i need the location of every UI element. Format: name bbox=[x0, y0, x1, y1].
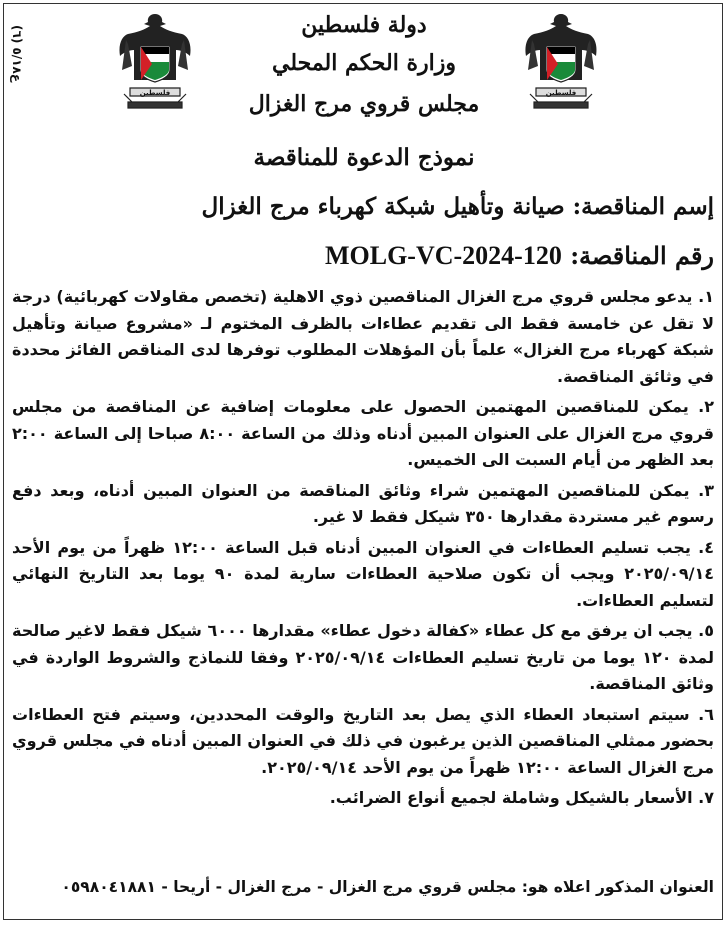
header-council: مجلس قروي مرج الغزال bbox=[248, 91, 480, 117]
header-state: دولة فلسطين bbox=[301, 12, 427, 38]
scroll-icon bbox=[124, 88, 186, 108]
tender-name: إسم المناقصة: صيانة وتأهيل شبكة كهرباء مرج الغزال bbox=[201, 193, 714, 220]
document-title: نموذج الدعوة للمناقصة bbox=[253, 144, 475, 171]
list-item: ٧. الأسعار بالشيكل وشاملة لجميع أنواع الضرائب. bbox=[329, 788, 714, 807]
tender-number-line bbox=[325, 241, 714, 271]
tender-number-label: رقم المناقصة: bbox=[570, 241, 714, 270]
list-item: ٥. يجب ان يرفق مع كل عطاء «كفالة دخول عطاء» مقدارها ٦٠٠٠ شيكل فقط لاغير صالحة لمدة ١٢٠ يوما من تاريخ تسليم العطاءات ٢٠٢٥/٠٩/١٤ وفقا للنماذج والشروط الواردة في وثائق المناقصة. bbox=[12, 621, 715, 693]
header-ministry: وزارة الحكم المحلي bbox=[272, 50, 456, 76]
council-address: العنوان المذكور اعلاه هو: مجلس قروي مرج الغزال - مرج الغزال - أريحا - ٠٥٩٨٠٤١٨٨١ bbox=[61, 878, 714, 896]
palestine-emblem-icon bbox=[520, 10, 602, 114]
list-item: ٢. يمكن للمناقصين المهتمين الحصول على معلومات إضافية عن المناقصة من مجلس قروي مرج الغزال على العنوان المبين أدناه وذلك من الساعة ٨:٠٠ صباحا إلى الساعة ٢:٠٠ بعد الظهر من أيام السبت الى الخميس. bbox=[12, 397, 714, 469]
tender-number: MOLG-VC-2024-120 bbox=[324, 241, 562, 270]
emblem-caption: فلسطين bbox=[139, 89, 171, 97]
list-item: ٣. يمكن للمناقصين المهتمين شراء وثائق المناقصة من العنوان المبين أدناه، وبعد دفع رسوم غير مستردة مقدارها ٣٥٠ شيكل فقط لا غير. bbox=[12, 480, 714, 526]
shield-flag-icon bbox=[546, 46, 576, 82]
list-item: ١. يدعو مجلس قروي مرج الغزال المناقصين ذوي الاهلية (تخصص مقاولات كهربائية) درجة لا تقل عن خامسة فقط الى تقديم عطاءات بالظرف المختوم لـ «مشروع صيانة وتأهيل شبكة كهرباء مرج الغزال» علماً بأن المؤهلات المطلوب توفرها لدى المناقص الفائز محددة في وثائق المناقصة. bbox=[12, 287, 714, 386]
scroll-icon bbox=[530, 88, 592, 108]
shield-flag-icon bbox=[140, 46, 170, 82]
list-item: ٤. يجب تسليم العطاءات في العنوان المبين أدناه قبل الساعة ١٢:٠٠ ظهراً من يوم الأحد ٢٠٢٥/٠٩/١٤ ويجب أن تكون صلاحية العطاءات سارية لمدة ٩٠ يوما بعد التاريخ النهائي لتسليم العطاءات. bbox=[12, 537, 714, 610]
palestine-emblem-icon bbox=[114, 10, 196, 114]
emblem-caption: فلسطين bbox=[545, 89, 577, 97]
list-item: ٦. سيتم استبعاد العطاء الذي يصل بعد التاريخ والوقت المحددين، وسيتم فتح العطاءات بحضور ممثلي المناقصين الذين يرغبون في ذلك في العنوان المبين أدناه في مجلس قروي مرج الغزال الساعة ١٢:٠٠ ظهراً من يوم الأحد ٢٠٢٥/٠٩/١٤. bbox=[12, 704, 714, 777]
reference-code: ع٥/١٨ (٦) bbox=[10, 25, 24, 83]
tender-terms-list bbox=[12, 284, 714, 816]
